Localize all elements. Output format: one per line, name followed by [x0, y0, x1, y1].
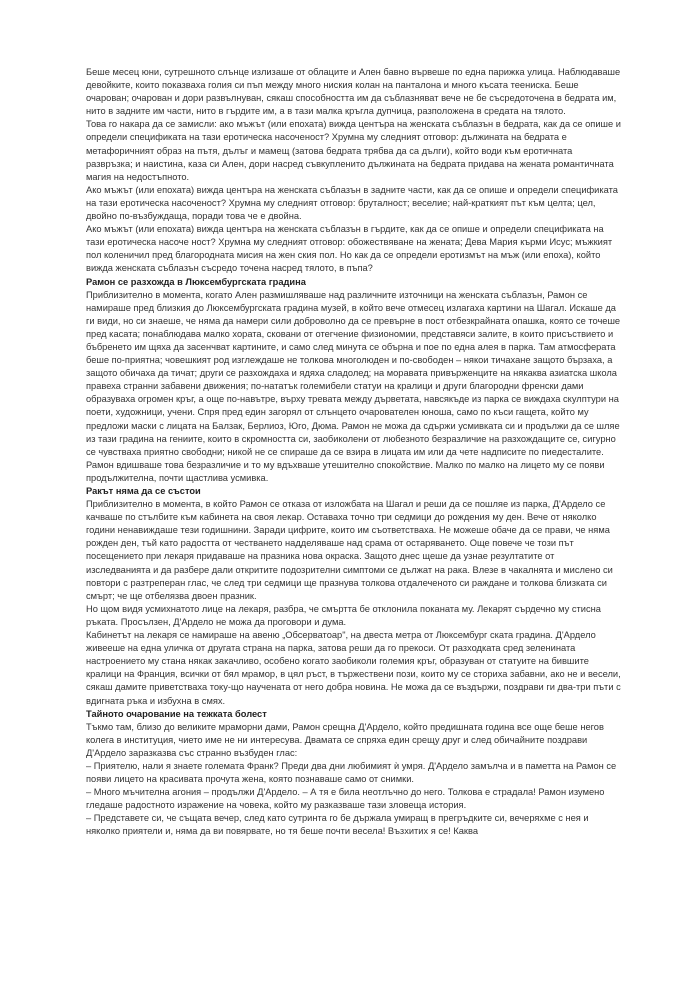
document-page — [86, 66, 621, 839]
dialogue-paragraph: – Представете си, че същата вечер, след като сутринта го бе държала умиращ в прегръдките си, вечеряхме с нея и няколко приятели и, няма да ви повярвате, но тя беше почти весела! Възхитих я се! Каква — [86, 813, 589, 837]
section-heading: Тайното очарование на тежката болест — [86, 708, 267, 719]
dialogue-paragraph: – Приятелю, нали я знаете големата Франк? Преди два дни любимият ѝ умря. Д'Ардело замълча и в паметта на Рамон се появи лицето на красивата прочута жена, която познаваше само от снимки. — [86, 760, 617, 785]
paragraph: Приблизително в момента, когато Ален размишляваше над различните източници на женската съблазън, Рамон се намираше пред близкия до Люксембургската градина музей, в който вече отмесец излагаха картини на Шагал. Искаше да ги види, но си знаеше, че няма да намери сили доброволно да се превърне в пост отбезкрайната опашка, която се точеше пред касата; понаблюдава малко хората, сковани от отегчение физиономии, представяси залите, в които присъствието и бъбренето им щяха да засенчват картините, и само след минута се обърна и пое по една алея в парка. Там атмосферата беше по-приятна; човешкият род изглеждаше не толкова многолюден и по-свободен – някои тичахане защото бързаха, а защото обичаха да тичат; други се разхождаха и ядяха сладолед; на моравата привърженците на някаква азиатска школа правеха странни забавени движения; по-нататък големибели статуи на кралици и други благородни френски дами образуваха огромен кръг, а още по-навътре, върху тревата между дърветата, навсякъде из парка се виждаха скулптури на поети, художници, учени. Спря пред един загорял от слънцето очарователен юноша, само по къси гащета, който му предложи маски с лицата на Балзак, Берлиоз, Юго, Дюма. Рамон не можа да сдържи усмивката си и продължи да се шляе из тази градина на гениите, които в скромността си, заобиколени от любезното безразличие на разхождащите се, сигурно се чувстваха приятно свободни; никой не се спираше да се взира в лицата им или да чете надписите по пиедесталите. Рамон вдишваше това безразличие и то му вдъхваше утешително спокойствие. Малко по малко на лицето му се появи продължителна, почти щастлива усмивка. — [86, 289, 621, 483]
paragraph: Кабинетът на лекаря се намираше на авеню „Обсерватоар", на двеста метра от Люксембург ската градина. Д'Ардело живееше на една уличка от другата страна на парка, затова реши да го прекоси. От разходката сред зеленината настроението му стана някак закачливо, особено когато заобиколи големия кръг, образуван от статуите на бившите кралици на Франция, всички от бял мрамор, в цял ръст, в тържествени пози, които му се сториха забавни, ако не и весели, сякаш дамите приветстваха току-що научената от него добра новина. Не можа да се въздържи, поздрави ги два-три пъти с вдигната ръка и избухна в смях. — [86, 630, 621, 706]
section-heading: Ракът няма да се състои — [86, 486, 201, 496]
dialogue-paragraph: – Много мъчителна агония – продължи Д'Ардело. – А тя е била неотлъчно до него. Толкова е страдала! Рамон изумено гледаше радостното изражение на човека, който му разказваше тази зловеща история. — [86, 787, 605, 811]
paragraph: Ако мъжът (или епохата) вижда центъра на женската съблазън в гърдите, как да се опише и определи спецификата на тази еротическа насоче ност? Хрумна му следният отговор: обожествяване на жената; Дева Мария кърми Исус; мъжкият пол коленичил пред благородната мисия на жен ския пол. Но как да се определи еротизмът на мъж (или епоха), който вижда женската съблазън съсредо точена насред тялото, в пъпа? — [86, 224, 613, 274]
section-heading: Рамон се разхожда в Люксембургската градина — [86, 276, 306, 287]
paragraph: Тъкмо там, близо до великите мраморни дами, Рамон срещна Д'Ардело, който предишната година все още беше негов колега в институция, чието име не ни интересува. Двамата се спряха един срещу друг и след обичайните поздрави Д'Ардело заразказва със странно възбуден глас: — [86, 721, 604, 758]
paragraph: Беше месец юни, сутрешното слънце излизаше от облаците и Ален бавно вървеше по една парижка улица. Наблюдаваше девойките, които показваха голия си пъп между много ниския колан на панталона и много късата теениска. Беше очарован; очарован и дори развълнуван, сякаш способността им да съблазняват вече не бе съсредоточена в бедрата им, нито в задните им части, нито в гърдите им, а в тази малка кръгла дупчица, разположена в средата на тялото. — [86, 67, 621, 117]
paragraph: Това го накара да се замисли: ако мъжът (или епохата) вижда центъра на женската съблазън в бедрата, как да се опише и определи спецификата на тази еротическа насоченост? Хрумна му следният отговор: дължината на бедрата е метафоричният образ на пътя, дълъг и мамещ (затова бедрата трябва да са дълги), който води към еротичната развръзка; и наистина, каза си Ален, дори насред съвкупленито дължината на бедрата придава на жената романтичната магия на недостъпното. — [86, 119, 621, 182]
paragraph: Приблизително в момента, в който Рамон се отказа от изложбата на Шагал и реши да се пошляе из парка, Д'Ардело се качваше по стълбите към кабинета на своя лекар. Оставаха точно три седмици до рождения му ден. Вече от няколко години ненавиждаше тези годишнини. Заради цифрите, които им съответстваха. Не можеше обаче да се прави, че няма рожден ден, тъй като радостта от честването надделяваше над срама от остаряването. Още повече че този път посещението при лекаря придаваше на празника нова окраска. Защото днес щеше да узнае резултатите от изследванията и да разбере дали откритите подозрителни симптоми се дължат на рака. Влезе в чакалнята и мислено си повтори с разтреперан глас, че след три седмици ще празнува толкова отдалеченото си раждане и толкова близката си смърт; че ще отбелязва двоен празник. — [86, 499, 613, 601]
paragraph: Ако мъжът (или епохата) вижда центъра на женската съблазън в задните части, как да се опише и определи спецификата на тази еротическа насоченост? Хрумна му следният отговор: бруталност; веселие; най-краткият път към целта; цел, двойно по-възбуждаща, поради това че е двойна. — [86, 184, 618, 222]
paragraph: Но щом видя усмихнатото лице на лекаря, разбра, че смъртта бе отклонила поканата му. Лекарят сърдечно му стисна ръката. Просълзен, Д'Ардело не можа да проговори и дума. — [86, 603, 601, 627]
